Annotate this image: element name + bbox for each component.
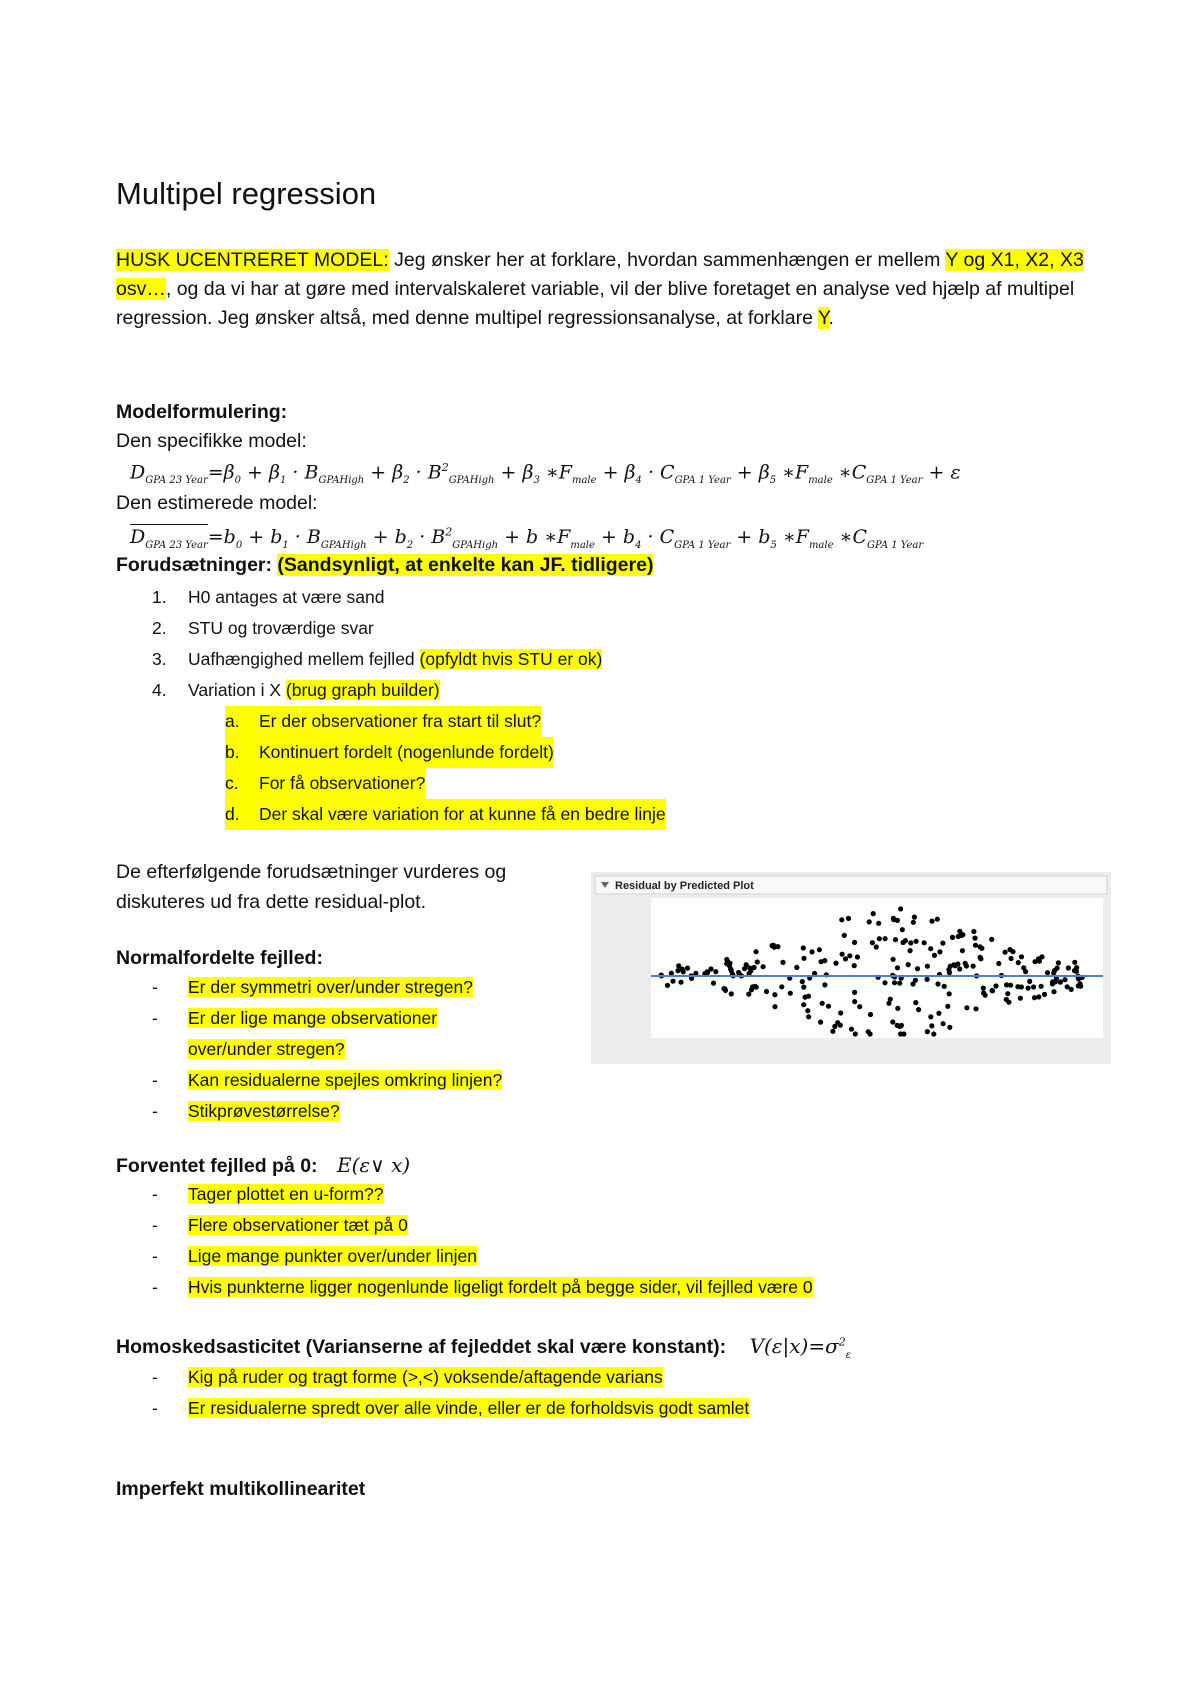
scatter-point [853,1031,858,1036]
scatter-point [868,1012,873,1017]
multicollinearity-heading: Imperfekt multikollinearitet [116,1478,366,1500]
homo-math: $V(\varepsilon|x)=\sigma^2_\varepsilon$ [749,1334,852,1361]
scatter-point [752,965,757,970]
assumptions-note: (Sandsynligt, at enkelte kan JF. tidligere) [277,554,654,576]
intro-text-1: Jeg ønsker her at forklare, hvordan sammenhængen er mellem [388,249,946,271]
scatter-point [818,1020,823,1025]
list-item: - Stikprøvestørrelse? [152,1101,340,1121]
scatter-point [846,916,851,921]
list-item: - Kan residualerne spejles omkring linjen? [152,1070,503,1090]
list-item: b. Kontinuert fordelt (nogenlunde fordelt) [225,737,554,768]
scatter-point [940,941,945,946]
scatter-point [981,990,986,995]
scatter-point [1009,956,1014,961]
scatter-point [1027,979,1032,984]
scatter-point [832,1024,837,1029]
list-item: c. For få observationer? [225,768,425,799]
scatter-point [724,961,729,966]
scatter-point [870,940,875,945]
scatter-point [806,994,811,999]
scatter-point [761,964,766,969]
scatter-point [1019,954,1024,959]
residual-plot [591,872,1111,1064]
intro-text-2: , og da vi har at gøre med intervalskaleret variable, vil der blive foretaget en analyse ved hjælp af multipel regression. Jeg ønsker altså, med denne multipel regressionsanalyse, at forklare [116,278,1075,329]
scatter-point [801,945,806,950]
scatter-point [947,1025,952,1030]
list-item: d. Der skal være variation for at kunne få en bedre linje [225,799,666,830]
scatter-point [708,966,713,971]
scatter-point [886,1001,891,1006]
scatter-point [794,965,799,970]
scatter-point [1062,977,1067,982]
scatter-point [867,919,872,924]
scatter-point [925,1029,930,1034]
scatter-point [964,1005,969,1010]
scatter-point [866,1029,871,1034]
scatter-point [826,1004,831,1009]
scatter-point [820,1001,825,1006]
scatter-point [989,937,994,942]
scatter-point [1003,950,1008,955]
scatter-point [779,984,784,989]
scatter-point [840,952,845,957]
scatter-point [973,1006,978,1011]
scatter-point [839,917,844,922]
scatter-point [882,980,887,985]
homo-heading: Homoskedsasticitet (Varianserne af fejleddet skal være konstant): $V(\varepsilon|x)=\sigma^2_\varepsilon$ [116,1334,852,1361]
scatter-point [676,963,681,968]
specific-model-label: Den specifikke model: [116,430,307,452]
scatter-point [925,977,930,982]
scatter-point [842,933,847,938]
scatter-point [772,1004,777,1009]
scatter-point [971,929,976,934]
scatter-point [964,963,969,968]
scatter-point [1021,965,1026,970]
scatter-point [855,954,860,959]
intro-yx-highlight: Y og X1, X2, X3 osv… [116,249,1084,300]
scatter-point [874,944,879,949]
scatter-point [922,940,927,945]
scatter-point [925,964,930,969]
scatter-point [1066,965,1071,970]
scatter-point [1005,991,1010,996]
estimated-model-label: Den estimerede model: [116,492,318,514]
scatter-point [990,988,995,993]
list-item: - Hvis punkterne ligger nogenlunde ligeligt fordelt på begge sider, vil fejlled være 0 [152,1277,813,1297]
scatter-point [755,959,760,964]
scatter-point [913,1000,918,1005]
scatter-point [771,943,776,948]
scatter-point [1050,979,1055,984]
scatter-point [950,935,955,940]
residual-plot-svg [591,872,1111,1064]
scatter-point [1056,960,1061,965]
scatter-point [891,957,896,962]
scatter-point [753,984,758,989]
scatter-point [899,1023,904,1028]
scatter-point [957,929,962,934]
scatter-point [971,964,976,969]
scatter-point [914,939,919,944]
scatter-point [908,940,913,945]
scatter-point [871,911,876,916]
scatter-point [973,943,978,948]
scatter-point [1004,982,1009,987]
scatter-point [901,1031,906,1036]
intro-lead: HUSK UCENTRERET MODEL: [116,249,389,271]
scatter-point [898,906,903,911]
scatter-point [742,966,747,971]
scatter-point [772,992,777,997]
scatter-point [1072,968,1077,973]
scatter-point [901,940,906,945]
scatter-point [1076,976,1081,981]
scatter-point [754,949,759,954]
intro-paragraph [116,246,1101,333]
scatter-point [916,1007,921,1012]
list-item: a. Er der observationer fra start til slut? [225,706,541,737]
scatter-point [788,991,793,996]
document-page: Multipel regression HUSK UCENTRERET MODEL: Jeg ønsker her at forklare, hvordan sammenhængen er mellem Y og X1, X2, X3 osv…, og da vi har at gøre med intervalskaleret variable, vil der blive foretaget en analyse ved hjælp af multipel regression. Jeg ønsker altså, med denne multipel regressionsanalyse, at forklare Y. Modelformulering: Den specifikke model: $D_{GPA 23 Year}=\beta_0 + \beta_1 \cdot B_{GPAHigh} + \beta_2 \cdot B^2_{GPAHigh} + \beta_3$ $∗F_{male} + \beta_4 \cdot C_{GPA 1 Year} + \beta_5$ $∗F_{male}$ $∗C_{GPA 1 Year} + \varepsilon$ Den estimerede model: $D_{GPA 23 Year}=b_0 + b_1 \cdot B_{GPAHigh} + b_2 \cdot B^2_{GPAHigh} + b$ $∗F_{male} + b_4 \cdot C_{GPA 1 Year} + b_5$ $∗F_{male}$ $∗C_{GPA 1 Year}$ Forudsætninger: (Sandsynligt, at enkelte kan JF. tidligere) 1. H0 antages at være sand 2. STU og troværdige svar 3. Uafhængighed mellem fejlled (opfyldt hvis STU er ok) 4. Variation i X (brug graph builder) a. Er der observationer fra start til slut? b. Kontinuert fordelt (nogenlunde fordelt) c. For få observationer? d. Der skal være variation for at kunne få en bedre linje De efterfølgende forudsætninger vurderes og diskuteres ud fra dette residual-plot. Residual by Predicted Plot Normalfordelte fejlled: - Er der symmetri over/under stregen? - Er der lige mange observationer over/under stregen? - Kan residualerne spejles omkring linjen? - Stikprøvestørrelse? Forventet fejlled på 0: E(ε∨ x) - Tager plottet en u-form?? - Flere observationer tæt på 0 - Lige mange punkter over/under linjen - Hvis punkterne ligger nogenlunde ligeligt fordelt på begge sider, vil fejlled være 0 Homoskedsasticitet (Varianserne af fejleddet skal være konstant): $V(\varepsilon|x)=\sigma^2_\varepsilon$ - Kig på ruder og tragt forme (>,<) voksende/aftagende varians - Er residualerne spredt over alle vinde, eller er de forholdsvis godt samlet Imperfekt multikollinearitet [0,0,1200,1698]
residual-intro: De efterfølgende forudsætninger vurderes og diskuteres ud fra dette residual-plot. [116,861,507,913]
scatter-point [780,960,785,965]
scatter-point [805,1008,810,1013]
scatter-point [838,1023,843,1028]
scatter-point [1045,970,1050,975]
intro-text-3: . [828,307,834,329]
scatter-point [800,979,805,984]
scatter-point [806,1014,811,1019]
scatter-point [955,961,960,966]
scatter-point [942,984,947,989]
expected-math: E(ε∨ x) [336,1153,411,1177]
list-item: - Er residualerne spredt over alle vinde, eller er de forholdsvis godt samlet [152,1398,750,1418]
scatter-point [1018,996,1023,1001]
scatter-point [685,966,690,971]
scatter-point [711,981,716,986]
scatter-point [895,1006,900,1011]
scatter-point [996,961,1001,966]
expected-list [152,1179,813,1303]
scatter-point [906,962,911,967]
scatter-point [801,956,806,961]
scatter-point [857,1004,862,1009]
scatter-point [935,917,940,922]
scatter-point [947,991,952,996]
scatter-point [838,1010,843,1015]
list-item: - Kig på ruder og tragt forme (>,<) voksende/aftagende varians [152,1367,663,1387]
scatter-point [852,963,857,968]
list-item: over/under stregen? [188,1039,345,1059]
scatter-point [665,983,670,988]
scatter-point [852,990,857,995]
specific-model-formula: $D_{GPA 23 Year}=\beta_0 + \beta_1 \cdot B_{GPAHigh} + \beta_2 \cdot B^2_{GPAHigh} + \beta_3$ $∗F_{male} + \beta_4 \cdot C_{GPA 1 Year} + \beta_5$ $∗F_{male}$ $∗C_{GPA 1 Year} + \varepsilon$ [130,461,961,487]
scatter-point [972,936,977,941]
scatter-point [670,979,675,984]
scatter-point [979,946,984,951]
page-title: Multipel regression [116,176,377,211]
scatter-point [993,983,998,988]
scatter-point [931,1031,936,1036]
list-item: - Er der symmetri over/under stregen? [152,977,473,997]
list-item: - Tager plottet en u-form?? [152,1184,384,1204]
scatter-point [1039,984,1044,989]
scatter-point [928,946,933,951]
scatter-point [1042,992,1047,997]
scatter-point [817,947,822,952]
scatter-point [978,956,983,961]
scatter-point [1072,960,1077,965]
scatter-point [852,999,857,1004]
scatter-point [945,1004,950,1009]
scatter-point [849,1027,854,1032]
scatter-point [892,980,897,985]
scatter-point [932,953,937,958]
expected-heading: Forventet fejlled på 0: E(ε∨ x) [116,1153,411,1177]
scatter-point [928,1014,933,1019]
scatter-point [893,937,898,942]
normal-heading: Normalfordelte fejlled: [116,947,323,969]
scatter-point [713,969,718,974]
scatter-point [810,949,815,954]
scatter-point [913,978,918,983]
scatter-point [895,965,900,970]
scatter-point [1026,986,1031,991]
scatter-point [947,970,952,975]
list-item: - Lige mange punkter over/under linjen [152,1246,477,1266]
scatter-point [877,936,882,941]
scatter-point [981,986,986,991]
assumptions-heading-text: Forudsætninger: [116,554,272,576]
scatter-point [1052,968,1057,973]
scatter-point [1031,984,1036,989]
model-heading: Modelformulering: [116,401,288,423]
scatter-point [935,981,940,986]
scatter-point [764,989,769,994]
list-item: - Er der lige mange observationer [152,1008,438,1028]
scatter-point [890,1019,895,1024]
scatter-point [936,1011,941,1016]
scatter-point [833,961,838,966]
scatter-point [801,1002,806,1007]
scatter-point [929,1023,934,1028]
scatter-point [960,948,965,953]
scatter-point [1015,984,1020,989]
scatter-point [1065,984,1070,989]
scatter-point [941,1021,946,1026]
scatter-point [822,982,827,987]
scatter-point [957,966,962,971]
scatter-point [721,986,726,991]
scatter-point [843,956,848,961]
scatter-point [830,1029,835,1034]
scatter-point [1004,997,1009,1002]
scatter-point [1010,949,1015,954]
scatter-point [911,920,916,925]
scatter-point [852,940,857,945]
normal-list [152,972,502,1127]
scatter-point [956,934,961,939]
estimated-model-formula: $D_{GPA 23 Year}=b_0 + b_1 \cdot B_{GPAHigh} + b_2 \cdot B^2_{GPAHigh} + b$ $∗F_{male} + b_4 \cdot C_{GPA 1 Year} + b_5$ $∗F_{male}$ $∗C_{GPA 1 Year}$ [130,525,924,551]
scatter-point [847,953,852,958]
list-item: - Flere observationer tæt på 0 [152,1215,408,1235]
scatter-point [891,917,896,922]
scatter-point [876,921,881,926]
scatter-point [908,948,913,953]
scatter-point [822,958,827,963]
assumptions-heading [116,554,653,577]
scatter-point [900,927,905,932]
scatter-point [897,981,902,986]
scatter-point [929,919,934,924]
scatter-point [1036,956,1041,961]
scatter-point [1036,994,1041,999]
scatter-point [912,915,917,920]
scatter-point [746,992,751,997]
assumptions-sublist [225,706,666,830]
plot-title: Residual by Predicted Plot [615,880,754,892]
scatter-point [1016,960,1021,965]
intro-y-highlight: Y [818,307,829,329]
scatter-point [801,985,806,990]
scatter-point [937,949,942,954]
scatter-point [1058,980,1063,985]
scatter-point [1078,984,1083,989]
scatter-point [1032,995,1037,1000]
scatter-point [729,991,734,996]
scatter-point [915,966,920,971]
scatter-point [1051,989,1056,994]
scatter-point [883,936,888,941]
scatter-point [678,980,683,985]
homo-list [152,1362,749,1424]
